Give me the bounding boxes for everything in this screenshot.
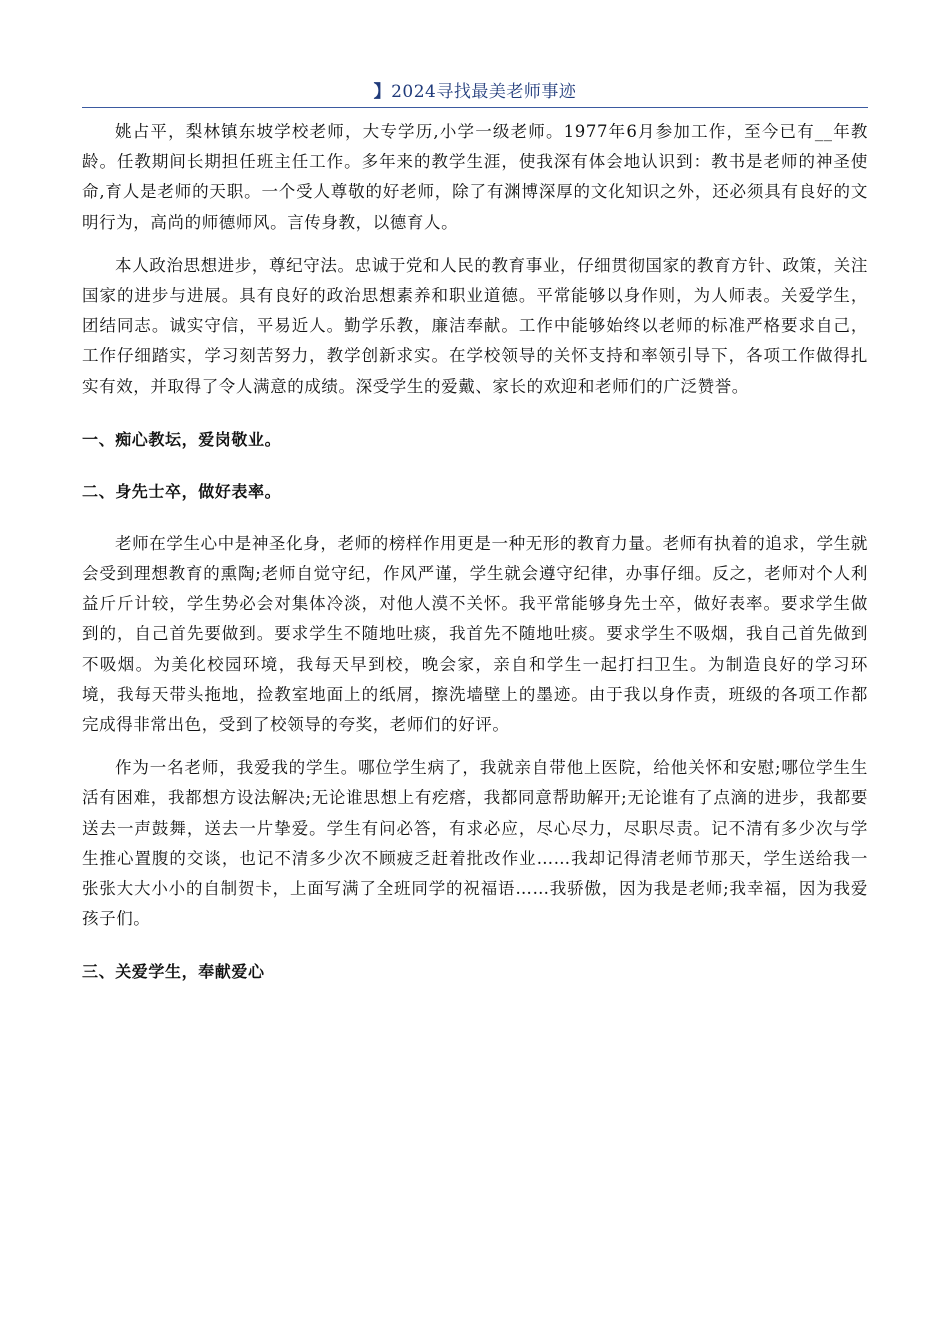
paragraph-role-model: 老师在学生心中是神圣化身，老师的榜样作用更是一种无形的教育力量。老师有执着的追求，学生就会受到理想教育的熏陶;老师自觉守纪，作风严谨，学生就会遵守纪律，办事仔细。反之，老师对个人利益斤斤计较，学生势必会对集体冷淡，对他人漠不关怀。我平常能够身先士卒，做好表率。要求学生做到的，自己首先要做到。要求学生不随地吐痰，我首先不随地吐痰。要求学生不吸烟，我自己首先做到不吸烟。为美化校园环境，我每天早到校，晚会家，亲自和学生一起打扫卫生。为制造良好的学习环境，我每天带头拖地，捡教室地面上的纸屑，擦洗墙壁上的墨迹。由于我以身作责，班级的各项工作都完成得非常出色，受到了校领导的夸奖，老师们的好评。 [82, 533, 868, 735]
paragraph-love-students: 作为一名老师，我爱我的学生。哪位学生病了，我就亲自带他上医院，给他关怀和安慰;哪位学生生活有困难，我都想方设法解决;无论谁思想上有疙瘩，我都同意帮助解开;无论谁有了点滴的进步，我都要送去一声鼓舞，送去一片挚爱。学生有问必答，有求必应，尽心尽力，尽职尽责。记不清有多少次与学生推心置腹的交谈，也记不清多少次不顾疲乏赶着批改作业……我却记得清老师节那天，学生送给我一张张大大小小的自制贺卡，上面写满了全班同学的祝福语……我骄傲，因为我是老师;我幸福，因为我爱孩子们。 [82, 758, 868, 929]
header-bracket: 】 [373, 82, 392, 102]
document-header [82, 78, 868, 108]
section-heading-3: 三、关爱学生，奉献爱心 [82, 962, 265, 982]
section-heading-2: 二、身先士卒，做好表率。 [82, 481, 282, 501]
paragraph-political: 本人政治思想进步，尊纪守法。忠诚于党和人民的教育事业，仔细贯彻国家的教育方针、政策，关注国家的进步与进展。具有良好的政治思想素养和职业道德。平常能够以身作则，为人师表。关爱学生，团结同志。诚实守信，平易近人。勤学乐教，廉洁奉献。工作中能够始终以老师的标准严格要求自己，工作仔细踏实，学习刻苦努力，教学创新求实。在学校领导的关怀支持和率领引导下，各项工作做得扎实有效，并取得了令人满意的成绩。深受学生的爱戴、家长的欢迎和老师们的广泛赞誉。 [82, 255, 868, 396]
document-page [82, 78, 868, 987]
header-title: 2024寻找最美老师事迹 [391, 82, 577, 102]
section-heading-1: 一、痴心教坛，爱岗敬业。 [82, 429, 282, 449]
paragraph-intro: 姚占平，梨林镇东坡学校老师，大专学历,小学一级老师。1977年6月参加工作，至今已有__年教龄。任教期间长期担任班主任工作。多年来的教学生涯，使我深有体会地认识到：教书是老师的神圣使命,育人是老师的天职。一个受人尊敬的好老师，除了有渊博深厚的文化知识之外，还必须具有良好的文明行为，高尚的师德师风。言传身教，以德育人。 [82, 122, 868, 232]
